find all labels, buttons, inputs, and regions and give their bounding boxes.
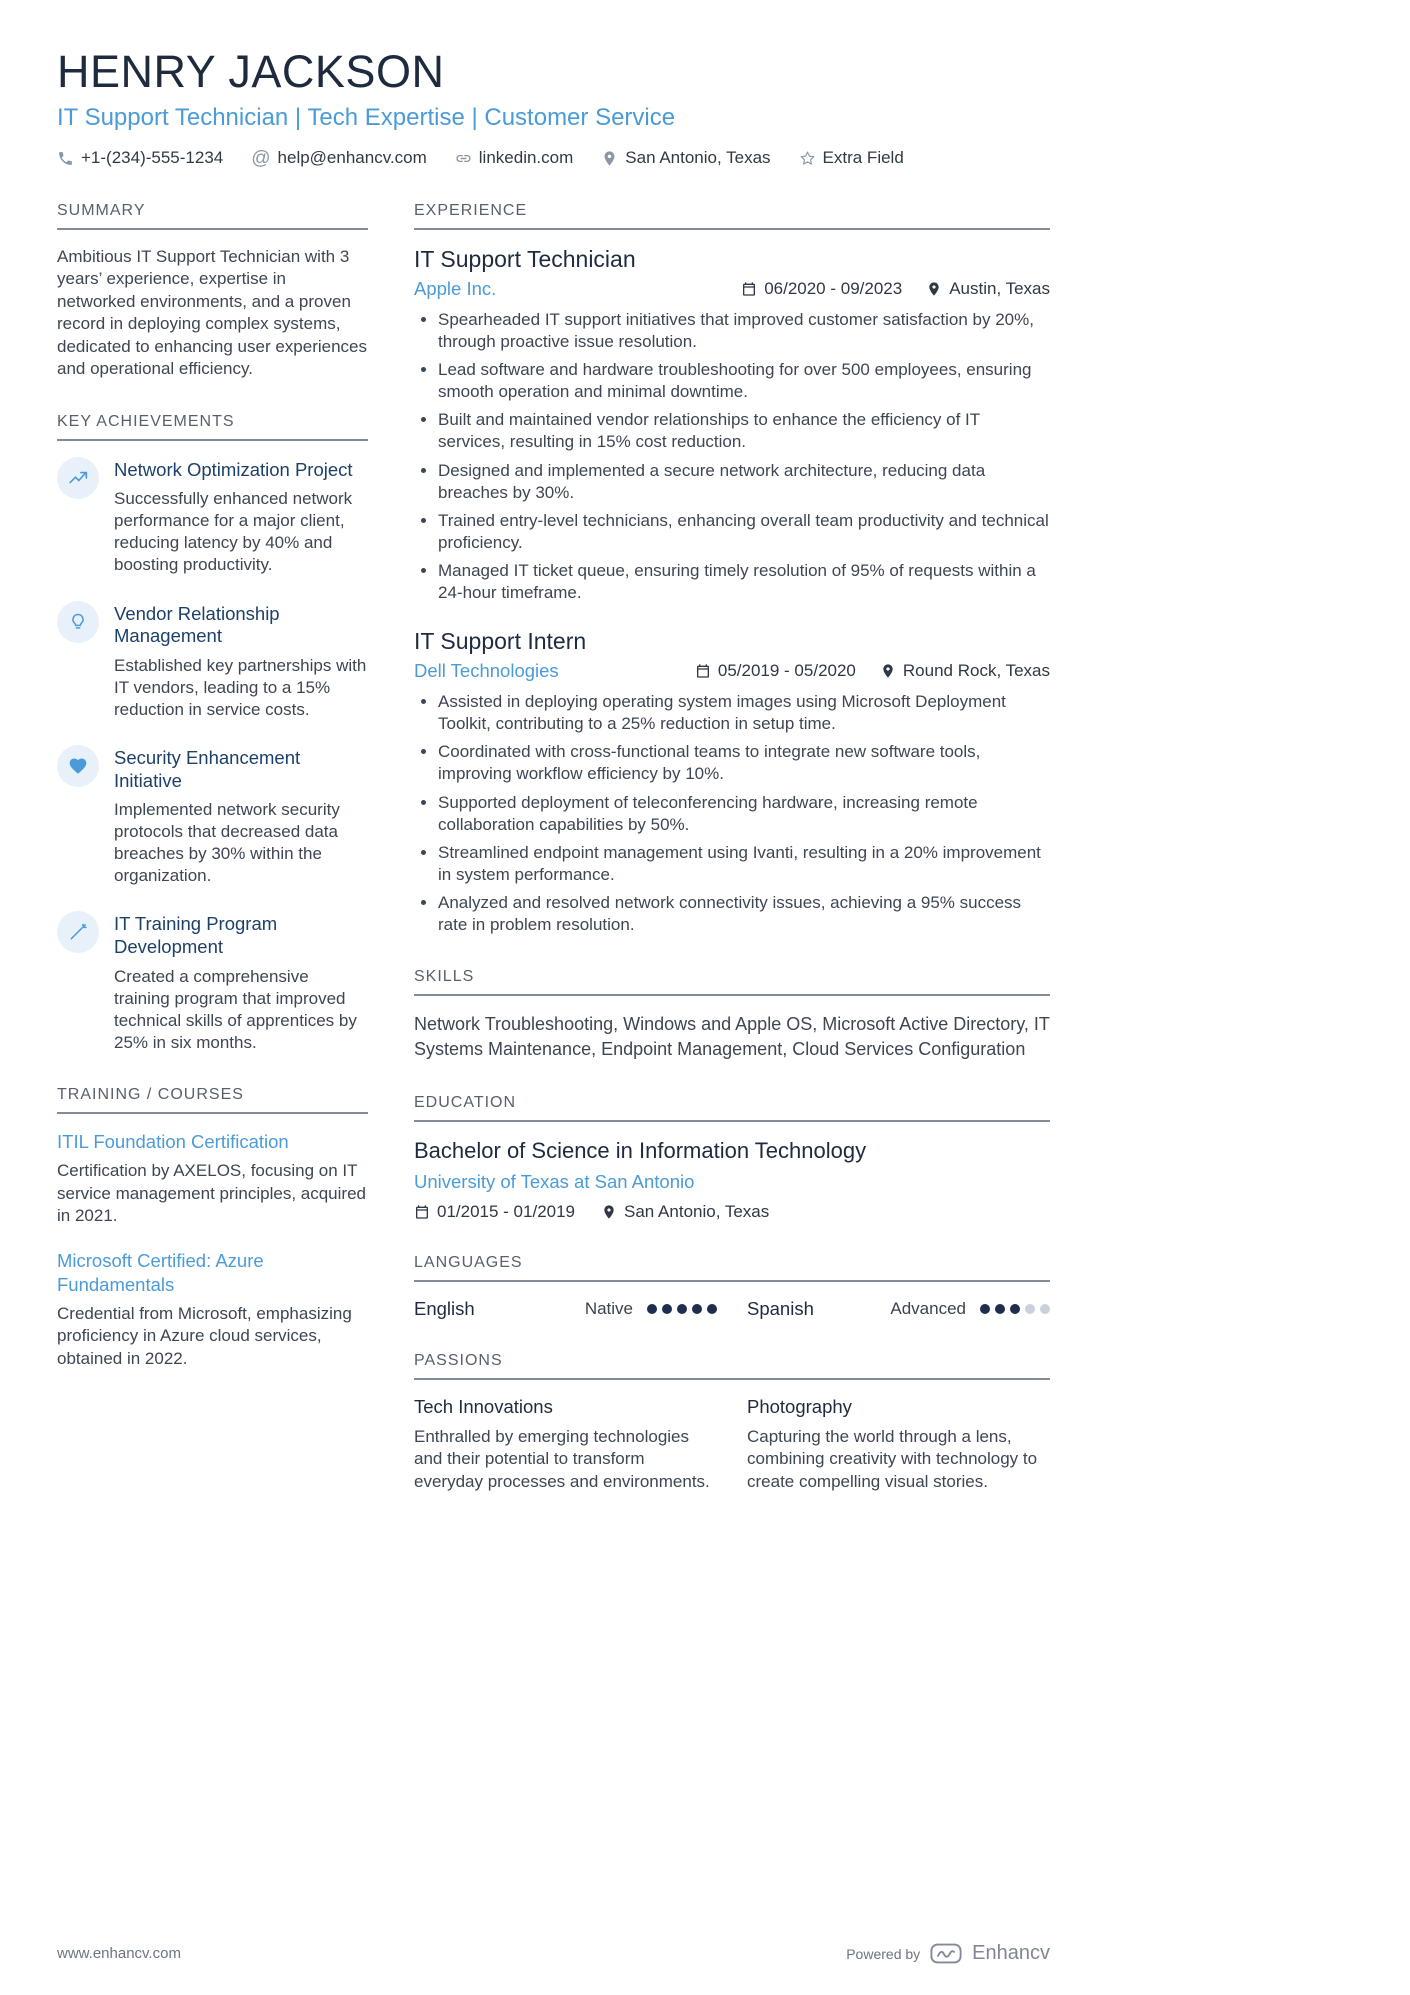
language-dot — [677, 1304, 687, 1314]
achievement-item — [57, 911, 368, 1054]
job-bullet: • Managed IT ticket queue, ensuring timely resolution of 95% of requests within a 24-hour timeframe. — [438, 560, 1050, 604]
job-company: Apple Inc. — [414, 278, 497, 299]
lightbulb-icon — [57, 601, 99, 643]
job-role: IT Support Technician — [414, 246, 636, 272]
achievement-text: Implemented network security protocols that decreased data breaches by 30% within the organization. — [114, 800, 340, 886]
summary-section — [57, 202, 368, 381]
job-bullet: • Streamlined endpoint management using Ivanti, resulting in a 20% improvement in system performance. — [438, 842, 1050, 886]
achievement-item — [57, 745, 368, 888]
job-entry — [414, 246, 1050, 604]
right-column — [414, 202, 1050, 1525]
education-dates-text: 01/2015 - 01/2019 — [437, 1201, 576, 1221]
training-heading: TRAINING / COURSES — [57, 1086, 368, 1114]
achievement-text: Created a comprehensive training program that improved technical skills of apprentices by 25% in six months. — [114, 966, 357, 1052]
location-contact — [601, 148, 770, 168]
passions-grid — [414, 1396, 1050, 1493]
location-icon — [601, 1204, 617, 1220]
language-dot — [662, 1304, 672, 1314]
course-item — [57, 1130, 368, 1227]
job-bullet: • Built and maintained vendor relationships to enhance the efficiency of IT services, resulting in 15% cost reduction. — [438, 409, 1050, 453]
course-title: ITIL Foundation Certification — [57, 1130, 289, 1152]
powered-by-group[interactable] — [846, 1942, 1050, 1965]
link-icon — [455, 150, 472, 167]
language-dot — [692, 1304, 702, 1314]
passions-heading: PASSIONS — [414, 1352, 1050, 1380]
languages-section — [414, 1254, 1050, 1320]
extra-field-text: Extra Field — [822, 148, 904, 167]
achievement-content — [114, 911, 368, 1054]
job-meta-group — [741, 279, 1050, 299]
location-text: San Antonio, Texas — [625, 148, 771, 167]
job-bullet: • Lead software and hardware troubleshooting for over 500 employees, ensuring smooth operation and minimal downtime. — [438, 359, 1050, 403]
job-role: IT Support Intern — [414, 628, 587, 655]
phone-icon — [57, 150, 74, 167]
two-column-layout — [57, 202, 1050, 1525]
location-icon — [880, 663, 896, 679]
job-dates — [695, 661, 856, 681]
language-name: English — [414, 1297, 475, 1319]
course-text: Credential from Microsoft, emphasizing proficiency in Azure cloud services, obtained in 2022. — [57, 1303, 352, 1368]
languages-heading: LANGUAGES — [414, 1254, 1050, 1282]
training-section — [57, 1086, 368, 1370]
calendar-icon — [741, 281, 757, 297]
job-bullet: • Spearheaded IT support initiatives that improved customer satisfaction by 20%, through proactive issue resolution. — [438, 309, 1050, 353]
language-dot — [647, 1304, 657, 1314]
enhancv-brand-name: Enhancv — [972, 1942, 1050, 1964]
job-meta-row — [414, 278, 1050, 300]
job-bullet: • Supported deployment of teleconferencing hardware, increasing remote collaboration capabilities by 50%. — [438, 792, 1050, 836]
language-dot — [1025, 1304, 1035, 1314]
language-dot — [1040, 1304, 1050, 1314]
language-dot — [980, 1304, 990, 1314]
job-dates-text: 06/2020 - 09/2023 — [764, 279, 903, 298]
email-address: help@enhancv.com — [277, 148, 427, 167]
job-bullet: • Analyzed and resolved network connectivity issues, achieving a 95% success rate in problem resolution. — [438, 892, 1050, 936]
left-column — [57, 202, 368, 1525]
star-icon — [799, 150, 816, 167]
job-bullet: • Coordinated with cross-functional teams to integrate new software tools, improving workflow efficiency by 10%. — [438, 741, 1050, 785]
achievement-content — [114, 457, 368, 577]
resume-header — [57, 46, 1050, 168]
language-level-group — [890, 1299, 1050, 1319]
experience-heading: EXPERIENCE — [414, 202, 1050, 230]
achievement-title: Network Optimization Project — [114, 458, 353, 480]
skills-section — [414, 968, 1050, 1062]
language-item — [747, 1298, 1050, 1320]
contact-row — [57, 148, 1050, 168]
calendar-icon — [414, 1204, 430, 1220]
skills-heading: SKILLS — [414, 968, 1050, 996]
language-level: Native — [584, 1298, 633, 1318]
wand-icon — [57, 911, 99, 953]
extra-field-contact — [799, 148, 904, 168]
education-dates — [414, 1202, 575, 1222]
person-name: HENRY JACKSON — [57, 46, 445, 97]
job-meta-group — [695, 661, 1050, 681]
job-bullet: • Assisted in deploying operating system images using Microsoft Deployment Toolkit, contributing to a 25% reduction in setup time. — [438, 691, 1050, 735]
job-location-text: Austin, Texas — [949, 279, 1050, 298]
education-meta-row — [414, 1202, 1050, 1222]
language-dots — [980, 1304, 1050, 1314]
job-bullets — [414, 309, 1050, 604]
heart-icon — [57, 745, 99, 787]
email-contact[interactable] — [251, 148, 427, 168]
job-meta-row — [414, 660, 1050, 682]
enhancv-website-link[interactable]: www.enhancv.com — [57, 1945, 181, 1962]
achievement-item — [57, 457, 368, 577]
summary-text: Ambitious IT Support Technician with 3 years’ experience, expertise in networked environments, and a proven record in deploying complex systems, dedicated to enhancing user experiences and operational efficiency. — [57, 247, 367, 379]
achievement-title: Security Enhancement Initiative — [114, 746, 301, 791]
enhancv-logo-icon — [930, 1943, 962, 1964]
experience-section — [414, 202, 1050, 936]
passion-text: Capturing the world through a lens, combining creativity with technology to create compelling visual stories. — [747, 1426, 1038, 1491]
achievement-content — [114, 745, 368, 888]
job-dates — [741, 279, 902, 299]
job-bullet: • Trained entry-level technicians, enhancing overall team productivity and technical proficiency. — [438, 510, 1050, 554]
job-dates-text: 05/2019 - 05/2020 — [717, 661, 856, 681]
achievement-text: Successfully enhanced network performance for a major client, reducing latency by 40% and boosting productivity. — [114, 489, 353, 575]
achievement-content — [114, 601, 368, 721]
key-achievements-heading: KEY ACHIEVEMENTS — [57, 413, 368, 441]
summary-heading: SUMMARY — [57, 202, 368, 230]
job-bullets — [414, 691, 1050, 936]
linkedin-contact[interactable] — [455, 148, 574, 168]
languages-grid — [414, 1298, 1050, 1320]
language-item — [414, 1298, 717, 1320]
course-item — [57, 1249, 368, 1370]
language-dots — [647, 1304, 717, 1314]
page-footer — [57, 1942, 1050, 1965]
job-location-text: Round Rock, Texas — [902, 661, 1050, 681]
passion-text: Enthralled by emerging technologies and their potential to transform everyday processes and environments. — [414, 1426, 710, 1491]
achievement-title: Vendor Relationship Management — [114, 602, 280, 647]
education-school: University of Texas at San Antonio — [414, 1170, 695, 1192]
location-icon — [926, 281, 942, 297]
language-dot — [707, 1304, 717, 1314]
resume-title: IT Support Technician | Tech Expertise | Customer Service — [57, 104, 676, 131]
language-dot — [995, 1304, 1005, 1314]
language-dot — [1010, 1304, 1020, 1314]
passion-item — [747, 1396, 1050, 1493]
language-name: Spanish — [747, 1297, 814, 1319]
course-title: Microsoft Certified: Azure Fundamentals — [57, 1250, 264, 1295]
job-company: Dell Technologies — [414, 660, 559, 682]
powered-by-label: Powered by — [846, 1945, 921, 1962]
passion-title: Tech Innovations — [414, 1395, 553, 1417]
education-location-text: San Antonio, Texas — [624, 1201, 770, 1221]
linkedin-url: linkedin.com — [478, 148, 574, 167]
phone-contact[interactable] — [57, 148, 223, 168]
education-location — [601, 1202, 769, 1222]
key-achievements-section — [57, 413, 368, 1054]
calendar-icon — [695, 663, 711, 679]
job-bullet: • Designed and implemented a secure network architecture, reducing data breaches by 30%. — [438, 460, 1050, 504]
achievement-item — [57, 601, 368, 721]
passion-title: Photography — [747, 1395, 852, 1417]
achievement-text: Established key partnerships with IT vendors, leading to a 15% reduction in service costs. — [114, 655, 367, 719]
skills-text: Network Troubleshooting, Windows and Apple OS, Microsoft Active Directory, IT Systems Maintenance, Endpoint Management, Cloud Services Configuration — [414, 1014, 1050, 1059]
job-location — [926, 279, 1050, 299]
course-text: Certification by AXELOS, focusing on IT service management principles, acquired in 2021. — [57, 1161, 366, 1225]
job-entry — [414, 628, 1050, 936]
trend-up-icon — [57, 457, 99, 499]
location-icon — [601, 150, 618, 167]
at-icon: @ — [251, 147, 271, 169]
language-level-group — [585, 1299, 717, 1319]
education-degree: Bachelor of Science in Information Technology — [414, 1137, 867, 1163]
phone-number: +1-(234)-555-1234 — [81, 148, 224, 167]
passion-item — [414, 1396, 717, 1493]
passions-section — [414, 1352, 1050, 1493]
language-level: Advanced — [890, 1298, 966, 1318]
achievement-title: IT Training Program Development — [114, 913, 278, 958]
job-location — [880, 661, 1050, 681]
education-heading: EDUCATION — [414, 1094, 1050, 1122]
education-section — [414, 1094, 1050, 1222]
